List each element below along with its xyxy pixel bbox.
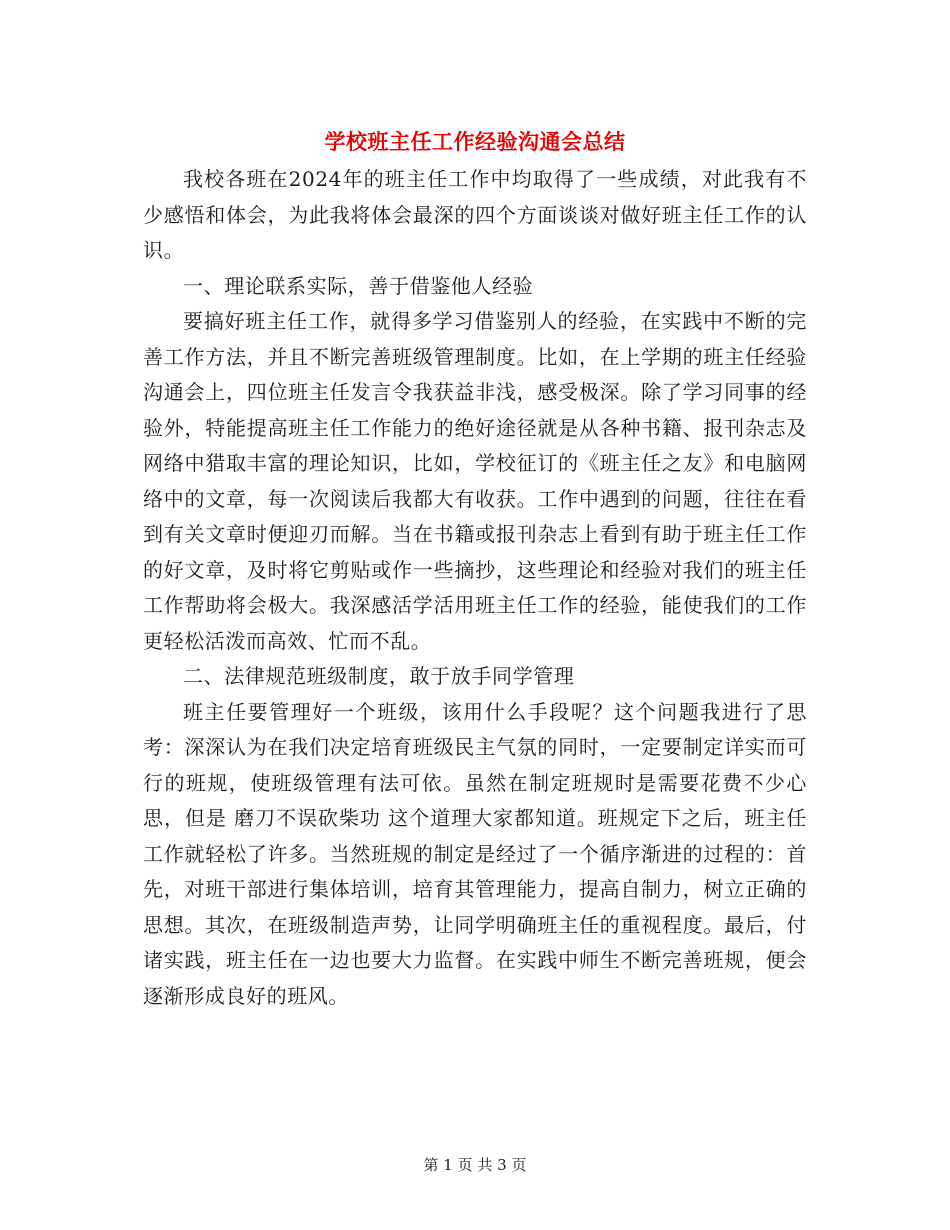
page-footer: 第 1 页 共 3 页 (423, 1156, 527, 1174)
section-paragraph-1: 要搞好班主任工作，就得多学习借鉴别人的经验，在实践中不断的完善工作方法，并且不断完善班级管理制度。比如，在上学期的班主任经验沟通会上，四位班主任发言令我获益非浅，感受极深。除了学习同事的经验外，特能提高班主任工作能力的绝好途径就是从各种书籍、报刊杂志及网络中猎取丰富的理论知识，比如，学校征订的《班主任之友》和电脑网络中的文章，每一次阅读后我都大有收获。工作中遇到的问题，往往在看到有关文章时便迎刃而解。当在书籍或报刊杂志上看到有助于班主任工作的好文章，及时将它剪贴或作一些摘抄，这些理论和经验对我们的班主任工作帮助将会极大。我深感活学活用班主任工作的经验，能使我们的工作更轻松活泼而高效、忙而不乱。 (143, 309, 807, 653)
section-paragraph-2: 班主任要管理好一个班级，该用什么手段呢？这个问题我进行了思考：深深认为在我们决定培育班级民主气氛的同时，一定要制定详实而可行的班规，使班级管理有法可依。虽然在制定班规时是需要花费不少心思，但是 磨刀不误砍柴功 这个道理大家都知道。班规定下之后，班主任工作就轻松了许多。当然班规的制定是经过了一个循序渐进的过程的：首先，对班干部进行集体培训，培育其管理能力，提高自制力，树立正确的思想。其次，在班级制造声势，让同学明确班主任的重视程度。最后，付诸实践，班主任在一边也要大力监督。在实践中师生不断完善班规，便会逐渐形成良好的班风。 (143, 699, 807, 1008)
section-heading-1: 一、理论联系实际，善于借鉴他人经验 (183, 273, 534, 298)
section-heading-2: 二、法律规范班级制度，敢于放手同学管理 (183, 664, 575, 688)
intro-paragraph: 我校各班在2024年的班主任工作中均取得了一些成绩，对此我有不少感悟和体会，为此我将体会最深的四个方面谈谈对做好班主任工作的认识。 (143, 167, 807, 262)
document-body (143, 162, 807, 1014)
document-title: 学校班主任工作经验沟通会总结 (324, 129, 626, 155)
